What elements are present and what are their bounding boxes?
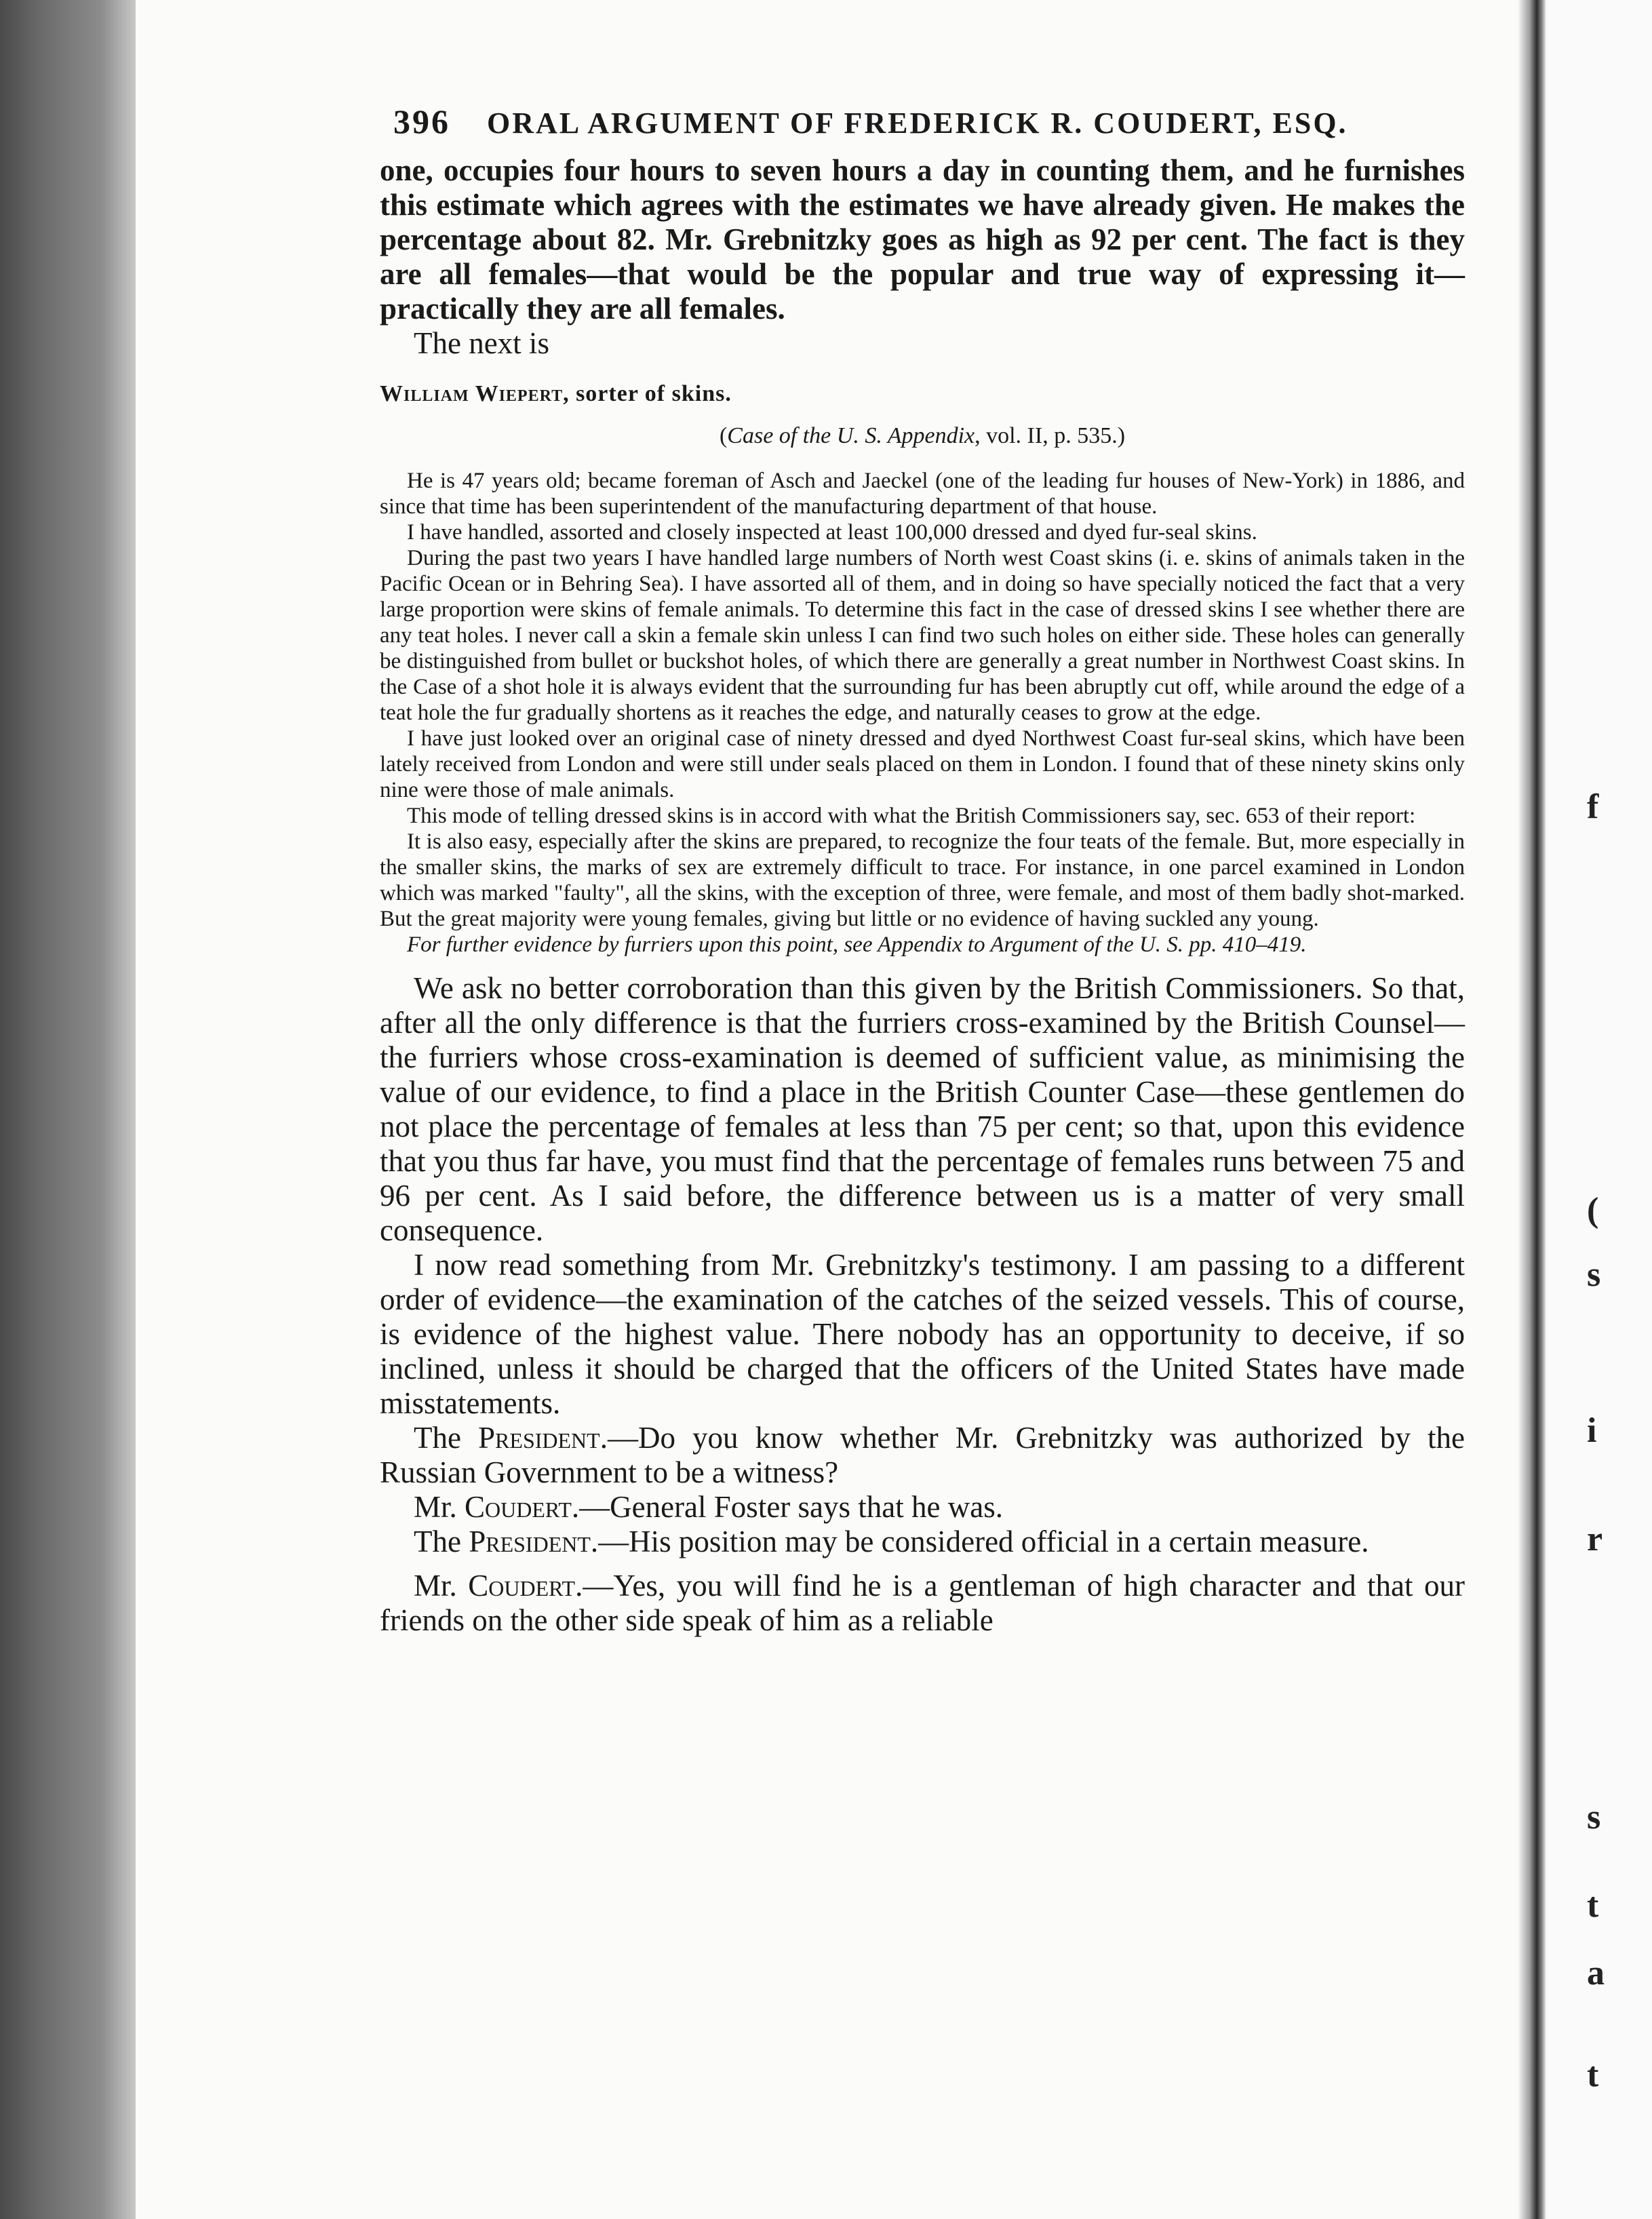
dialogue-line: [380, 1421, 1465, 1490]
testimony-paragraph: During the past two years I have handled large numbers of North west Coast skins (i. e. skins of animals taken in the Pacific Ocean or in Behring Sea). I have assorted all of them, and in doing so have specially noticed the fact that a very large proportion were skins of female animals. To determine this fact in the case of dressed skins I see whether there are any teat holes. I never call a skin a female skin unless I can find two such holes on either side. These holes can generally be distinguished from bullet or buckshot holes, of which there are generally a great number in Northwest Coast skins. In the Case of a shot hole it is always evident that the surrounding fur has been abruptly cut off, while around the edge of a teat hole the fur gradually shortens as it reaches the edge, and naturally ceases to grow at the edge.: [380, 546, 1465, 725]
further-evidence-note: For further evidence by furriers upon this point, see Appendix to Argument of the U. S. pp. 410–419.: [407, 932, 1307, 957]
citation-ref: , vol. II, p. 535.): [975, 423, 1126, 448]
speaker-prefix: Mr.: [414, 1569, 469, 1603]
speaker-prefix: The: [414, 1525, 469, 1558]
testimony-paragraph: This mode of telling dressed skins is in accord with what the British Commissioners say, sec. 653 of their report:: [407, 804, 1416, 828]
speaker-prefix: The: [414, 1421, 479, 1455]
dialogue-text: .—Yes, you will find he is a gentleman of high character and that our friends on the other side speak of him as a reliable: [380, 1569, 1465, 1637]
running-header: [393, 102, 1465, 141]
speaker-name: Coudert: [468, 1569, 576, 1603]
testimony-paragraph: I have handled, assorted and closely inspected at least 100,000 dressed and dyed fur-seal skins.: [407, 520, 1257, 545]
speaker-name: President: [469, 1525, 591, 1558]
facing-page-letter: (: [1587, 1191, 1599, 1230]
citation-open: (: [719, 423, 728, 448]
dialogue-line: [380, 1490, 1465, 1525]
paragraph: The next is: [414, 326, 549, 360]
witness-heading: [380, 381, 1465, 407]
page-number: 396: [393, 102, 450, 140]
running-title: ORAL ARGUMENT OF FREDERICK R. COUDERT, ESQ.: [487, 106, 1348, 140]
citation-title: Case of the U. S. Appendix: [727, 423, 975, 448]
page-content: [380, 102, 1465, 1638]
dialogue-text: .—His position may be considered official in a certain measure.: [590, 1525, 1369, 1558]
paragraph: I now read something from Mr. Grebnitzky's testimony. I am passing to a different order of evidence—the examination of the catches of the seized vessels. This of course, is evidence of the highest value. There nobody has an opportunity to deceive, if so inclined, unless it should be charged that the officers of the United States have made misstatements.: [380, 1248, 1465, 1420]
facing-page-letter: i: [1587, 1411, 1597, 1450]
book-page-edges: [0, 0, 156, 2219]
facing-page-letter: f: [1587, 787, 1599, 826]
facing-page-letter: s: [1587, 1798, 1601, 1837]
paragraph: one, occupies four hours to seven hours a day in counting them, and he furnishes this estimate which agrees with the estimates we have already given. He makes the percentage about 82. Mr. Grebnitzky goes as high as 92 per cent. The fact is they are all females—that would be the popular and true way of expressing it—practically they are all females.: [380, 153, 1465, 326]
facing-page-letter: t: [1587, 2056, 1599, 2094]
facing-page-letter: r: [1587, 1520, 1603, 1558]
speaker-name: Coudert: [465, 1490, 572, 1524]
book-gutter: [1518, 0, 1546, 2219]
quoted-report: It is also easy, especially after the skins are prepared, to recognize the four teats of the female. But, more especially in the smaller skins, the marks of sex are extremely difficult to trace. For instance, in one parcel examined in London which was marked "faulty", all the skins, with the exception of three, were female, and most of them badly shot-marked. But the great majority were young females, giving but little or no evidence of having suckled any young.: [380, 829, 1465, 931]
facing-page-letter: a: [1587, 1954, 1605, 1992]
dialogue-line: [380, 1569, 1465, 1638]
facing-page-letter: t: [1587, 1886, 1599, 1925]
witness-role: , sorter of skins.: [563, 381, 732, 406]
facing-page-fragment: [1546, 0, 1652, 2219]
speaker-prefix: Mr.: [414, 1490, 465, 1524]
dialogue-text: .—General Foster says that he was.: [571, 1490, 1003, 1524]
facing-page-letter: s: [1587, 1255, 1601, 1294]
spacer: [380, 958, 1465, 971]
speaker-name: President: [478, 1421, 600, 1455]
citation: [380, 423, 1465, 449]
dialogue-line: [380, 1525, 1465, 1559]
witness-name: William Wiepert: [380, 381, 564, 406]
testimony-paragraph: I have just looked over an original case of ninety dressed and dyed Northwest Coast fur-seal skins, which have been lately received from London and were still under seals placed on them in London. I found that of these ninety skins only nine were those of male animals.: [380, 726, 1465, 802]
paragraph: We ask no better corroboration than this given by the British Commissioners. So that, after all the only difference is that the furriers cross-examined by the British Counsel—the furriers whose cross-examination is deemed of sufficient value, as minimising the value of our evidence, to find a place in the British Counter Case—these gentlemen do not place the percentage of females at less than 75 per cent; so that, upon this evidence that you thus far have, you must find that the percentage of females runs between 75 and 96 per cent. As I said before, the difference between us is a matter of very small consequence.: [380, 971, 1465, 1247]
testimony-paragraph: He is 47 years old; became foreman of Asch and Jaeckel (one of the leading fur houses of New-York) in 1886, and since that time has been superintendent of the manufacturing department of that house.: [380, 469, 1465, 519]
dialogue-text: .—Do you know whether Mr. Grebnitzky was authorized by the Russian Government to be a witness?: [380, 1421, 1465, 1489]
